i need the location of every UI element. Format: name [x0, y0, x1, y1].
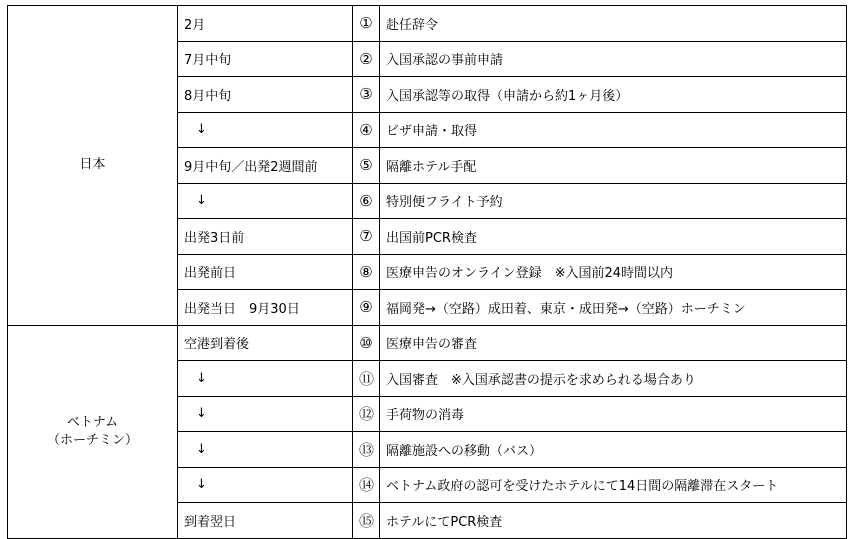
step-number: ⑪ — [353, 361, 380, 397]
task-cell: 隔離ホテル手配 — [380, 148, 847, 184]
task-cell: 医療申告の審査 — [380, 325, 847, 361]
region-sublabel: （ホーチミン） — [46, 432, 138, 448]
task-cell: ビザ申請・取得 — [380, 112, 847, 148]
task-cell: 赴任辞令 — [380, 6, 847, 42]
timing-arrow: ↓ — [178, 112, 353, 148]
task-cell: 医療申告のオンライン登録 ※入国前24時間以内 — [380, 254, 847, 290]
step-number: ⑦ — [353, 219, 380, 255]
step-number: ⑨ — [353, 290, 380, 326]
task-cell: 福岡発→（空路）成田着、東京・成田発→（空路）ホーチミン — [380, 290, 847, 326]
schedule-table — [7, 5, 847, 539]
table-row — [8, 6, 847, 42]
timing-cell: 出発当日 9月30日 — [178, 290, 353, 326]
task-cell: 手荷物の消毒 — [380, 396, 847, 432]
timing-cell: 9月中旬／出発2週間前 — [178, 148, 353, 184]
timing-arrow: ↓ — [178, 432, 353, 468]
task-cell: 入国審査 ※入国承認書の提示を求められる場合あり — [380, 361, 847, 397]
timing-arrow: ↓ — [178, 467, 353, 503]
timing-arrow: ↓ — [178, 396, 353, 432]
task-cell: 特別便フライト予約 — [380, 183, 847, 219]
timing-cell: 2月 — [178, 6, 353, 42]
region-vietnam — [8, 325, 178, 538]
timing-arrow: ↓ — [178, 183, 353, 219]
step-number: ⑩ — [353, 325, 380, 361]
step-number: ② — [353, 41, 380, 77]
step-number: ⑮ — [353, 503, 380, 539]
task-cell: 入国承認等の取得（申請から約1ヶ月後） — [380, 77, 847, 113]
timing-arrow: ↓ — [178, 361, 353, 397]
timing-cell: 出発3日前 — [178, 219, 353, 255]
step-number: ⑫ — [353, 396, 380, 432]
step-number: ⑥ — [353, 183, 380, 219]
task-cell: 出国前PCR検査 — [380, 219, 847, 255]
timing-cell: 出発前日 — [178, 254, 353, 290]
step-number: ⑭ — [353, 467, 380, 503]
table-row — [8, 325, 847, 361]
step-number: ⑧ — [353, 254, 380, 290]
region-label: ベトナム — [66, 414, 119, 430]
step-number: ⑤ — [353, 148, 380, 184]
task-cell: ホテルにてPCR検査 — [380, 503, 847, 539]
region-label: 日本 — [79, 157, 106, 173]
timing-cell: 空港到着後 — [178, 325, 353, 361]
task-cell: 隔離施設への移動（バス） — [380, 432, 847, 468]
step-number: ④ — [353, 112, 380, 148]
timing-cell: 7月中旬 — [178, 41, 353, 77]
step-number: ⑬ — [353, 432, 380, 468]
task-cell: ベトナム政府の認可を受けたホテルにて14日間の隔離滞在スタート — [380, 467, 847, 503]
step-number: ③ — [353, 77, 380, 113]
step-number: ① — [353, 6, 380, 42]
region-japan — [8, 6, 178, 326]
timing-cell: 8月中旬 — [178, 77, 353, 113]
task-cell: 入国承認の事前申請 — [380, 41, 847, 77]
timing-cell: 到着翌日 — [178, 503, 353, 539]
